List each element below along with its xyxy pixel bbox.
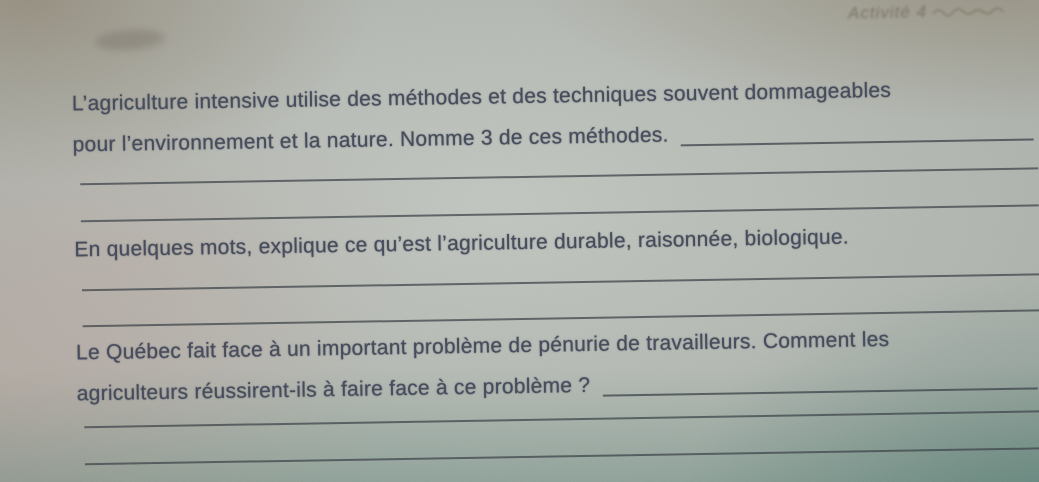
question-3-inline-answer-blank [602, 387, 1037, 396]
question-1-line-2: pour l’environnement et la nature. Nomme 3 de ces méthodes. [72, 123, 669, 157]
question-3 [76, 316, 1038, 414]
question-2-line-1: En quelques mots, explique ce qu’est l’agriculture durable, raisonnée, biologique. [74, 225, 850, 262]
answer-line [80, 167, 1038, 185]
handwritten-note-text: Activité 4 [847, 2, 928, 23]
answer-line [85, 447, 1039, 465]
question-1 [72, 67, 1034, 165]
answer-line [82, 273, 1039, 291]
answer-line [84, 410, 1039, 428]
question-3-line-1: Le Québec fait face à un important problème de pénurie de travailleurs. Comment les [75, 327, 890, 365]
question-1-line-1: L’agriculture intensive utilise des méthodes et des techniques souvent dommageables [71, 78, 892, 116]
question-3-line-2: agriculteurs réussirent-ils à faire face à ce problème ? [76, 373, 591, 406]
question-2 [74, 213, 1036, 270]
question-1-inline-answer-blank [681, 138, 1034, 146]
